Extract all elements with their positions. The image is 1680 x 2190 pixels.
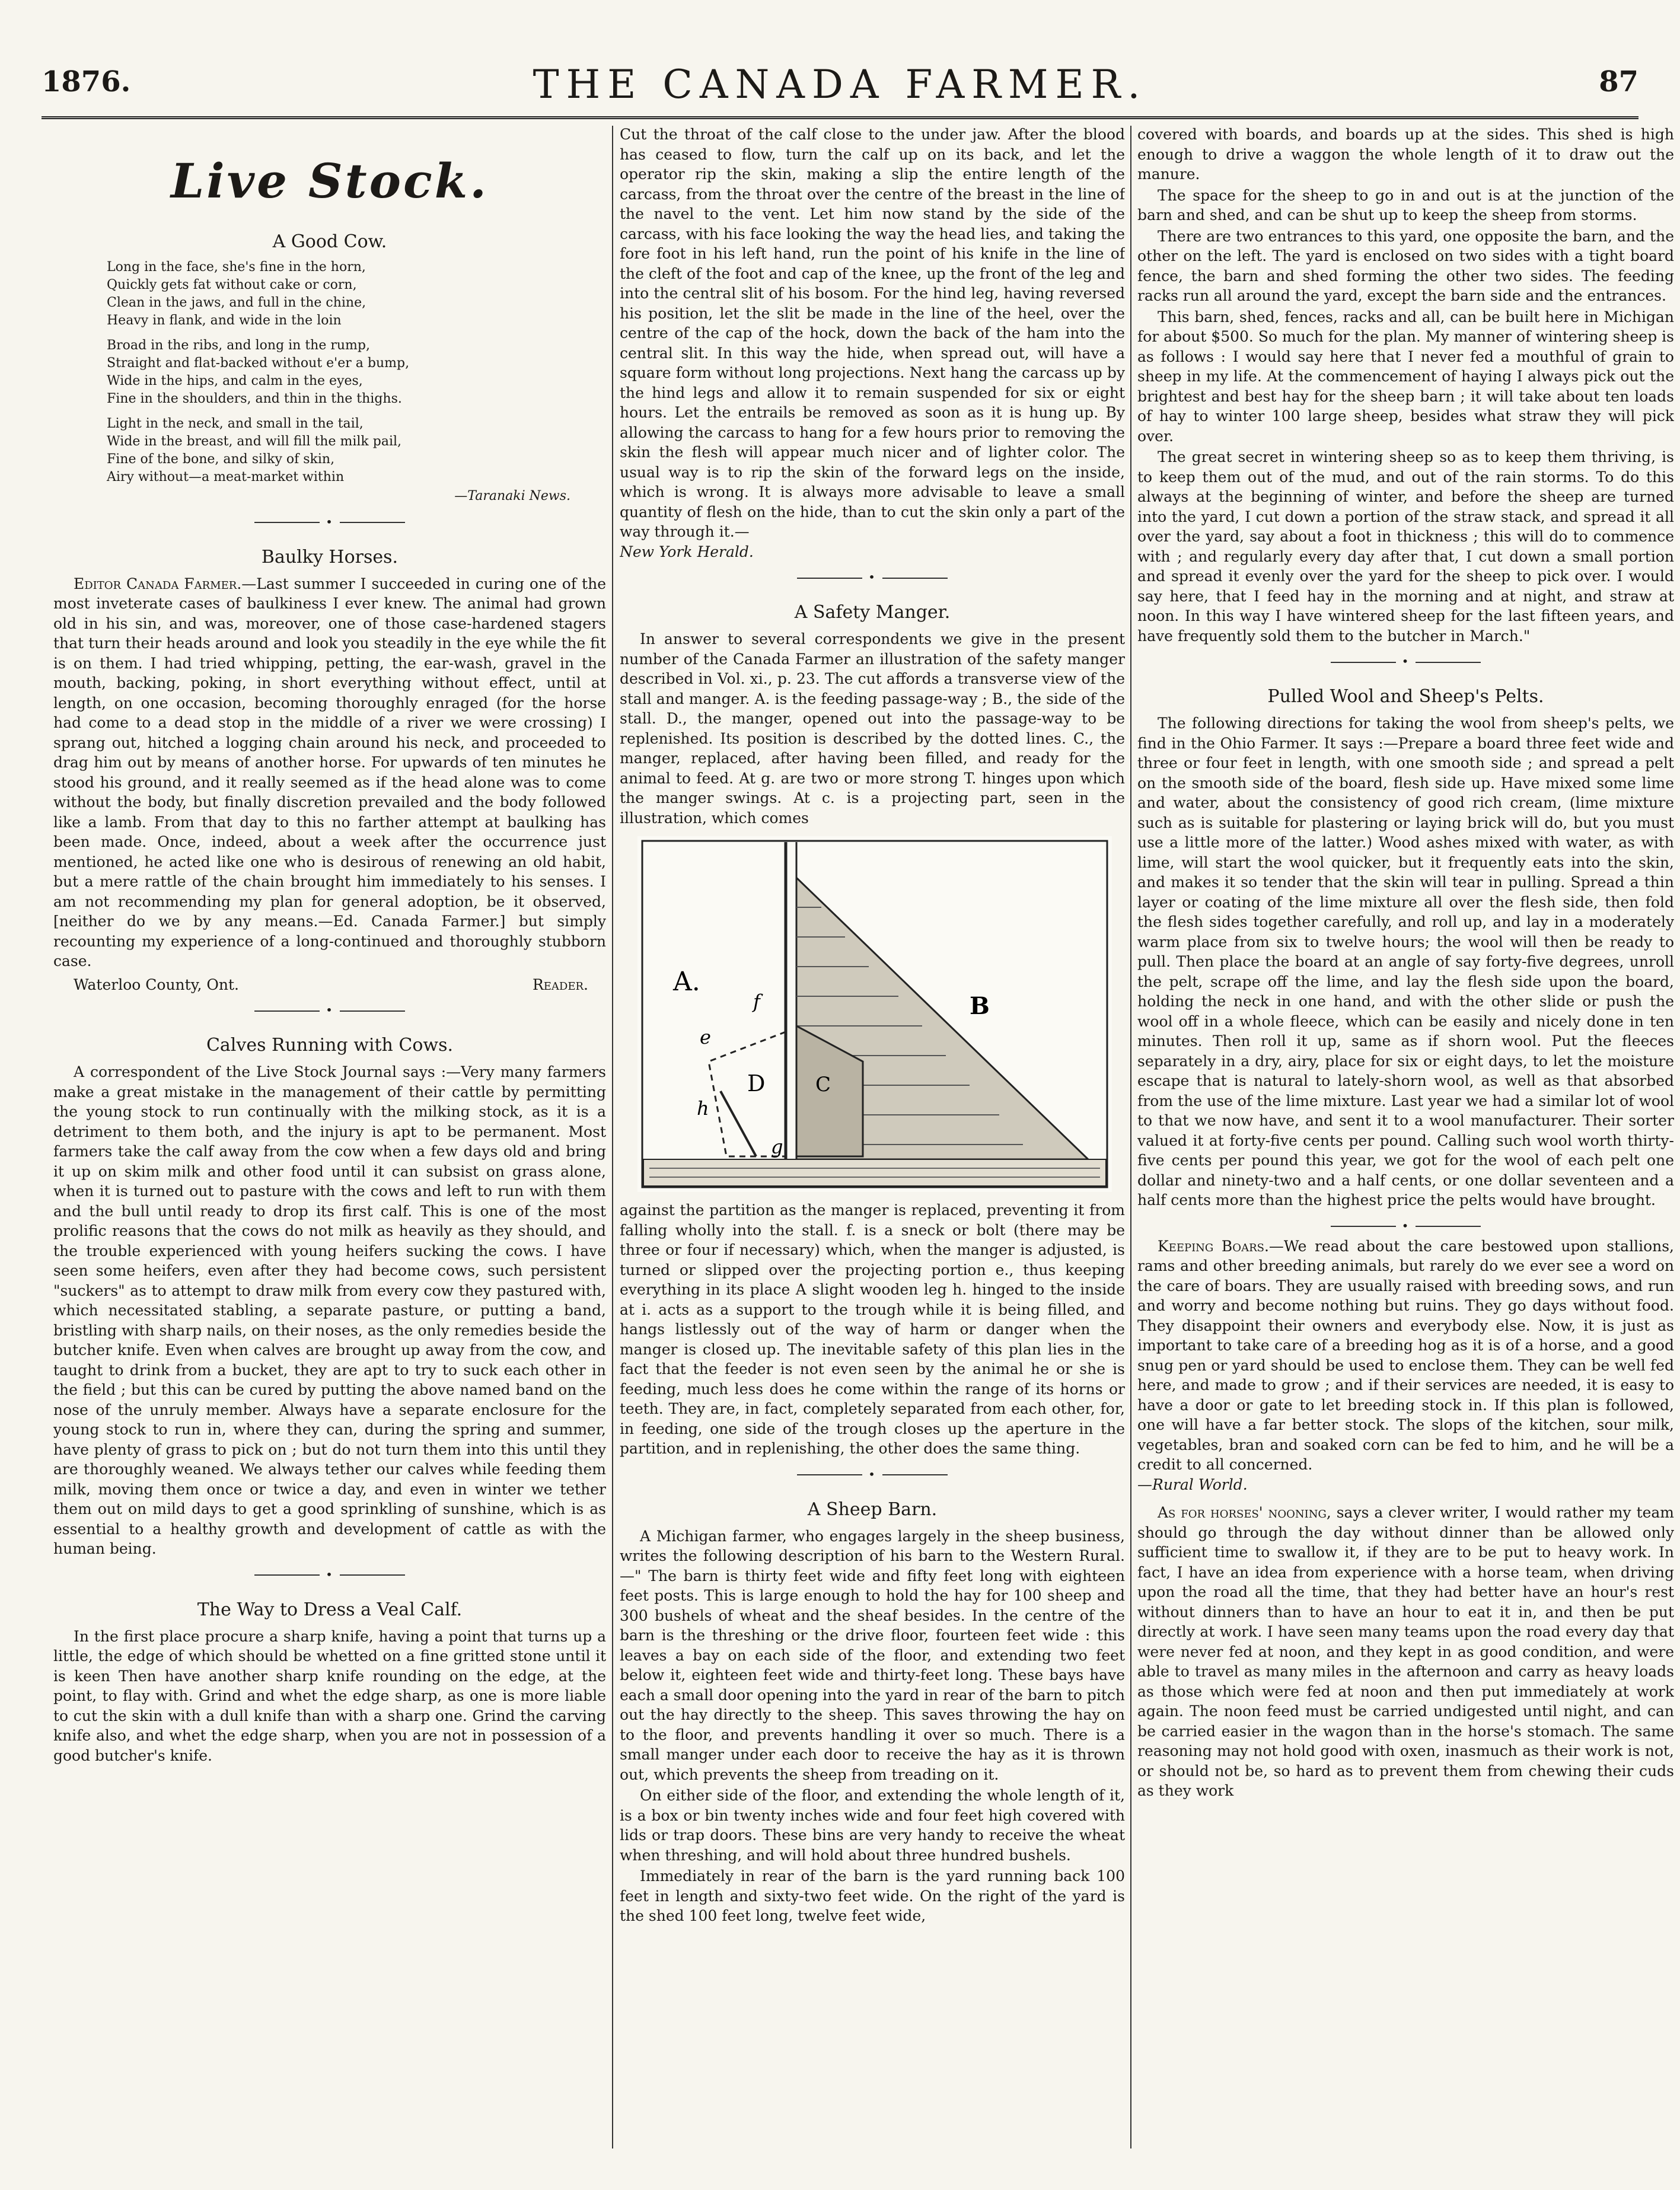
fig-label-g: g (771, 1136, 783, 1158)
balky-text: —Last summer I succeeded in curing one of the most inveterate cases of baulkiness I ever knew. The animal had grown old in his sin, and was, moreover, one of those case-hardened stagers that turn their heads around and look you steadily in the eye while the fit is on them. I had tried whipping, petting, the ear-wash, gravel in the mouth, backing, poking, in short everything without effect, until at length, on one occasion, becoming thoroughly enraged (for the horse had come to a dead stop in the middle of a river we were crossing) I sprang out, hitched a logging chain around his neck, and proceeded to drag him out by means of another horse. For upwards of ten minutes he stood his ground, and it really seemed as if the head alone was to come without the body, but finally discretion prevailed and the body followed like a lamb. From that day to this no farther attempt at baulking has been made. Once, indeed, about a week after the occurrence just mentioned, he acted like one who is desirous of renewing an old habit, but a mere rattle of the chain brought him immediately to his senses. I am not recommending my plan for general adoption, be it observed, [neither do we by any means.—Ed. Canada Farmer.] but simply recounting my experience of a long-continued and thoroughly stubborn case. (53, 575, 606, 970)
safety-manger-body-2: against the partition as the manger is replaced, preventing it from falling wholly into the stall. f. is a sneck or bolt (there may be three or four if necessary) which, when the manger is adjusted, is turned or slipped over the projecting portion e., thus keeping everything in its place A slight wooden leg h. hinged to the inside at i. acts as a support to the trough while it is being filled, and hangs listlessly out of the way of harm or danger when the manger is closed up. The inevitable safety of this plan lies in the fact that the feeder is not even seen by the animal he or she is feeding, much less does he come within the range of its horns or teeth. They are, in fact, completely separated from each other, for, in feeding, one side of the trough closes up the aperture in the partition, and in replenishing, the other does the same thing. (620, 1201, 1125, 1457)
page-number: 87 (1599, 65, 1638, 98)
fig-label-h: h (697, 1097, 709, 1120)
safety-manger-body-1: In answer to several correspondents we give in the present number of the Canada Farmer an illustration of the safety manger described in Vol. xi., p. 23. The cut affords a transverse view of the stall and manger. A. is the feeding passage-way ; B., the side of the stall. D., the manger, opened out into the passage-way to be replenished. Its position is described by the dotted lines. C., the manger, replaced, after having been filled, and ready for the animal to feed. At g. are two or more strong T. hinges upon which the manger swings. At c. is a projecting part, seen in the illustration, which comes (620, 630, 1125, 827)
masthead-title: THE CANADA FARMER. (533, 62, 1147, 107)
boars-lead: Keeping Boars. (1158, 1237, 1269, 1255)
poem-line: Wide in the breast, and will fill the milk pail, (107, 434, 402, 449)
poem-line: Quickly gets fat without cake or corn, (107, 278, 357, 292)
poem-line: Fine of the bone, and silky of skin, (107, 452, 335, 467)
separator: • (1137, 1219, 1674, 1233)
separator: • (620, 570, 1125, 584)
boars-text: —We read about the care bestowed upon stallions, rams and other breeding animals, but rarely do we ever see a word on the care of boars. They are usually raised with breeding sows, and run and worry and become nothing but ruins. They go days without food. They disappoint their owners and everybody else. Now, it is just as important to take care of a breeding hog as it is of a horse, and a good snug pen or yard should be used to enclose them. They can be well fed here, and made to grow ; and if their services are needed, it is easy to have a door or gate to let breeding stock in. If this plan is followed, one will have a far better stock. The slops of the kitchen, sour milk, vegetables, bran and soaked corn can be fed to him, and he will be a credit to all concerned. (1137, 1237, 1674, 1473)
section-heading: Live Stock. (171, 153, 489, 209)
nooning-lead: As for horses' nooning, (1158, 1504, 1331, 1521)
poem-line: Long in the face, she's fine in the horn, (107, 260, 366, 275)
balky-horses-title: Baulky Horses. (261, 546, 399, 568)
sheep-barn-body-1: A Michigan farmer, who engages largely in the sheep business, writes the following description of his barn to the Western Rural.—" The barn is thirty feet wide and fifty feet long with eighteen feet posts. This is large enough to hold the hay for 100 sheep and 300 bushels of wheat and the sheaf besides. In the centre of the barn is the threshing or the drive floor, fourteen feet wide : this leaves a bay on each side of the floor, and extending two feet below it, eighteen feet wide and thirty-feet long. These bays have each a small door opening into the yard in rear of the barn to pitch out the hay directly to the sheep. This saves throwing the hay on to the floor, and prevents handling it over so much. There is a small manger under each door to receive the hay as it is thrown out, which prevents the sheep from treading on it. (620, 1527, 1125, 1783)
veal-calf-body: In the first place procure a sharp knife, having a point that turns up a little, the edge of which should be whetted on a fine gritted stone until it is keen Then have another sharp knife rounding on the edge, at the point, to flay with. Grind and whet the edge sharp, as one is more liable to cut the skin with a dull knife than with a sharp one. Grind the carving knife also, and whet the edge sharp, when you are not in possession of a good butcher's knife. (53, 1627, 606, 1764)
column-2 (620, 125, 1125, 2154)
poem-line: Fine in the shoulders, and thin in the thighs. (107, 391, 402, 406)
good-cow-stanza-1 (107, 259, 606, 330)
poem-line: Straight and flat-backed without e'er a bump, (107, 356, 410, 371)
sheep-barn-continued-1: covered with boards, and boards up at the sides. This shed is high enough to drive a waggon the whole length of it to draw out the manure. (1137, 126, 1674, 183)
fig-label-c: C (815, 1073, 831, 1096)
poem-line: Light in the neck, and small in the tail, (107, 416, 364, 431)
separator: • (53, 515, 606, 529)
sheep-barn-title: A Sheep Barn. (807, 1499, 938, 1520)
poem-line: Broad in the ribs, and long in the rump, (107, 338, 370, 353)
sheep-barn-continued-2: The space for the sheep to go in and out is at the junction of the barn and shed, and can be shut up to keep the sheep from storms. (1137, 186, 1674, 224)
separator: • (620, 1467, 1125, 1481)
boars-credit: —Rural World. (1137, 1475, 1248, 1493)
veal-calf-title: The Way to Dress a Veal Calf. (197, 1599, 463, 1620)
masthead-rule (42, 116, 1638, 119)
fig-label-e: e (700, 1026, 711, 1048)
masthead (42, 62, 1638, 107)
keeping-boars-body (1137, 1236, 1674, 1495)
column-rule-2 (1130, 126, 1131, 2148)
column-3 (1137, 125, 1674, 2154)
fig-label-b: B (970, 992, 990, 1020)
sheep-barn-continued-4: This barn, shed, fences, racks and all, can be built here in Michigan for about $500. So much for the plan. My manner of wintering sheep is as follows : I would say here that I never fed a mouthful of grain to sheep in my life. At the commencement of haying I always pick out the brightest and best hay for the sheep barn ; it will take about ten loads of hay to winter 100 large sheep, besides what straw they will pick over. (1137, 308, 1674, 445)
balky-place: Waterloo County, Ont. (74, 976, 239, 993)
pulled-wool-title: Pulled Wool and Sheep's Pelts. (1267, 686, 1544, 707)
manger-diagram (637, 836, 1112, 1192)
nooning-body (1137, 1503, 1674, 1801)
balky-signature (53, 975, 606, 995)
calves-body: A correspondent of the Live Stock Journal says :—Very many farmers make a great mistake in the management of their cattle by permitting the young stock to run continually with the milking stock, as it is a detriment to them both, and the injury is apt to be permanent. Most farmers take the calf away from the cow when a few days old and bring it up on skim milk and other food until it can subsist on grass alone, when it is turned out to pasture with the cows and left to run with them and the bull until ready to drop its first calf. This is one of the most prolific reasons that the cows do not milk as heavily as they should, and the trouble experienced with young heifers sucking the cows. I have seen some heifers, even after they had become cows, such persistent "suckers" as to attempt to draw milk from every cow they pastured with, which necessitated stabling, a separate pasture, or putting a band, bristling with sharp nails, on their noses, as the only remedies beside the butcher knife. Even when calves are brought up away from the cow, and taught to drink from a bucket, they are apt to try to suck each other in the field ; but this can be cured by putting the above named band on the nose of the unruly member. Always have a separate enclosure for the young stock to run in, where they can, during the spring and summer, have plenty of grass to pick on ; but do not turn them into this until they are thoroughly weaned. We always tether our calves while feeding them milk, moving them once or twice a day, and even in winter we tether them out on mild days to get a good sprinkling of sunshine, which is as essential to a healthy growth and development of cattle as with the human being. (53, 1063, 606, 1557)
poem-line: Clean in the jaws, and full in the chine, (107, 295, 366, 310)
sheep-barn-continued-3: There are two entrances to this yard, one opposite the barn, and the other on the left. The yard is enclosed on two sides with a tight board fence, the barn and shed forming the other two sides. The feeding racks run all around the yard, except the barn side and the entrances. (1137, 227, 1674, 304)
fig-label-f: f (753, 990, 760, 1013)
nooning-text: says a clever writer, I would rather my team should go through the day without dinner than be allowed only sufficient time to swallow it, if they are to be put to heavy work. In fact, I have an idea from experience with a horse team, when driving upon the road all the time, that they had better have an hour's rest without dinners than to have an hour to eat it in, and then be put directly at work. I have seen many teams upon the road every day that were never fed at noon, and they kept in as good condition, and were able to travel as many miles in the afternoon and carry as heavy loads as those which were fed at noon and then put immediately at work again. The noon feed must be carried undigested until night, and can be carried easier in the wagon than in the horse's stomach. The same reasoning may not hold good with oxen, inasmuch as their work is not, or should not be, so hard as to prevent them from chewing their cuds as they work (1137, 1504, 1674, 1799)
safety-manger-illustration (637, 836, 1112, 1192)
sheep-barn-body-3: Immediately in rear of the barn is the yard running back 100 feet in length and sixty-two feet wide. On the right of the yard is the shed 100 feet long, twelve feet wide, (620, 1867, 1125, 1924)
fig-label-a: A. (673, 967, 700, 997)
poem-line: Wide in the hips, and calm in the eyes, (107, 374, 363, 388)
veal-cont-text: Cut the throat of the calf close to the under jaw. After the blood has ceased to flow, turn the calf up on its back, and let the operator rip the skin, making a slip the entire length of the carcass, from the throat over the centre of the breast in the line of the navel to the vent. Let him now stand by the side of the carcass, with his face looking the way the head lies, and taking the fore foot in his left hand, run the point of his knife in the line of the cleft of the foot and cap of the knee, up the front of the leg and into the central slit of his bosom. For the hind leg, having reversed his position, let the slit be made in the line of the heel, over the centre of the cap of the hock, down the back of the ham into the central slit. In this way the hide, when spread out, will have a square form without long projections. Next hang the carcass up by the hind legs and allow it to remain suspended for six or eight hours. Let the entrails be removed as soon as it is hung up. By allowing the carcass to hang for a few hours prior to removing the skin the flesh will appear much nicer and of lighter color. The usual way is to rip the skin of the forward legs on the inside, which is wrong. It is always more advisable to leave a small quantity of flesh on the hide, than to cut the skin only a part of the way through it.— (620, 126, 1125, 540)
balky-lead: Editor Canada Farmer. (74, 575, 242, 592)
good-cow-stanza-3 (107, 415, 606, 486)
sheep-barn-body-2: On either side of the floor, and extending the whole length of it, is a box or bin twenty inches wide and four feet high covered with lids or trap doors. These bins are very handy to receive the wheat when threshing, and will hold about three hundred bushels. (620, 1787, 1125, 1864)
balky-horses-body (53, 574, 606, 971)
safety-manger-title: A Safety Manger. (794, 602, 951, 623)
separator: • (53, 1567, 606, 1582)
balky-signer: Reader. (532, 976, 588, 993)
good-cow-credit: —Taranaki News. (454, 489, 570, 503)
poem-line: Airy without—a meat-market within (107, 470, 345, 484)
good-cow-title: A Good Cow. (272, 231, 387, 252)
veal-calf-continued (620, 125, 1125, 562)
calves-title: Calves Running with Cows. (206, 1035, 454, 1056)
poem-line: Heavy in flank, and wide in the loin (107, 313, 342, 328)
good-cow-stanza-2 (107, 337, 606, 408)
column-rule-1 (612, 126, 613, 2148)
column-1 (53, 125, 606, 2154)
separator: • (53, 1003, 606, 1017)
fig-label-d: D (747, 1070, 766, 1096)
pulled-wool-body: The following directions for taking the wool from sheep's pelts, we find in the Ohio Farmer. It says :—Prepare a board three feet wide and three or four feet in length, with one smooth side ; and spread a pelt on the smooth side of the board, flesh side up. Have mixed some lime and water, about the consistency of good rich cream, (lime mixture such as is suitable for plastering or laying brick will do, but you must use a little more of the latter.) Wood ashes mixed with water, as with lime, will start the wool quicker, but it frequently eats into the skin, and makes it so tender that the skin will tear in pulling. Spread a thin layer or coating of the lime mixture all over the flesh side, then fold the flesh sides together carefully, and roll up, and lay in a moderately warm place from six to twelve hours; the wool will then be ready to pull. Then place the board at an angle of say forty-five degrees, unroll the pelt, scrape off the lime, and lay the flesh side upon the board, holding the neck in one hand, and with the other slide or push the wool off in a whole fleece, which can be easily and nicely done in ten minutes. Then roll it up, same as if shorn wool. Put the fleeces separately in a dry, airy, place for six or eight days, to let the moisture escape that is natural to lately-shorn wool, as well as that absorbed from the use of the lime mixture. Last year we had a similar lot of wool to that we now have, and sent it to a wool manufacturer. Their sorter valued it at forty-five cents per pound. Calling such wool worth thirty-five cents per pound this year, we got for the wool of each pelt one dollar and ninety-two and a half cents, or one dollar seventeen and a half cents more than the highest price the pelts would have brought. (1137, 715, 1674, 1209)
masthead-year: 1876. (42, 65, 131, 98)
veal-credit: New York Herald. (620, 543, 754, 560)
separator: • (1137, 654, 1674, 668)
sheep-barn-continued-5: The great secret in wintering sheep so as to keep them thriving, is to keep them out of the mud, and out of the rain storms. To do this always at the beginning of winter, and before the sheep are turned into the yard, I cut down a portion of the straw stack, and spread it all over the yard, say about a foot in thickness ; this will do to commence with ; and regularly every day after that, I cut down a small portion and spread it evenly over the yard for the sheep to pick over. I would say here, that I feed hay in the morning and at night, and straw at noon. In this way I have wintered sheep for the last fifteen years, and have frequently sold them to the butcher in March." (1137, 448, 1674, 645)
